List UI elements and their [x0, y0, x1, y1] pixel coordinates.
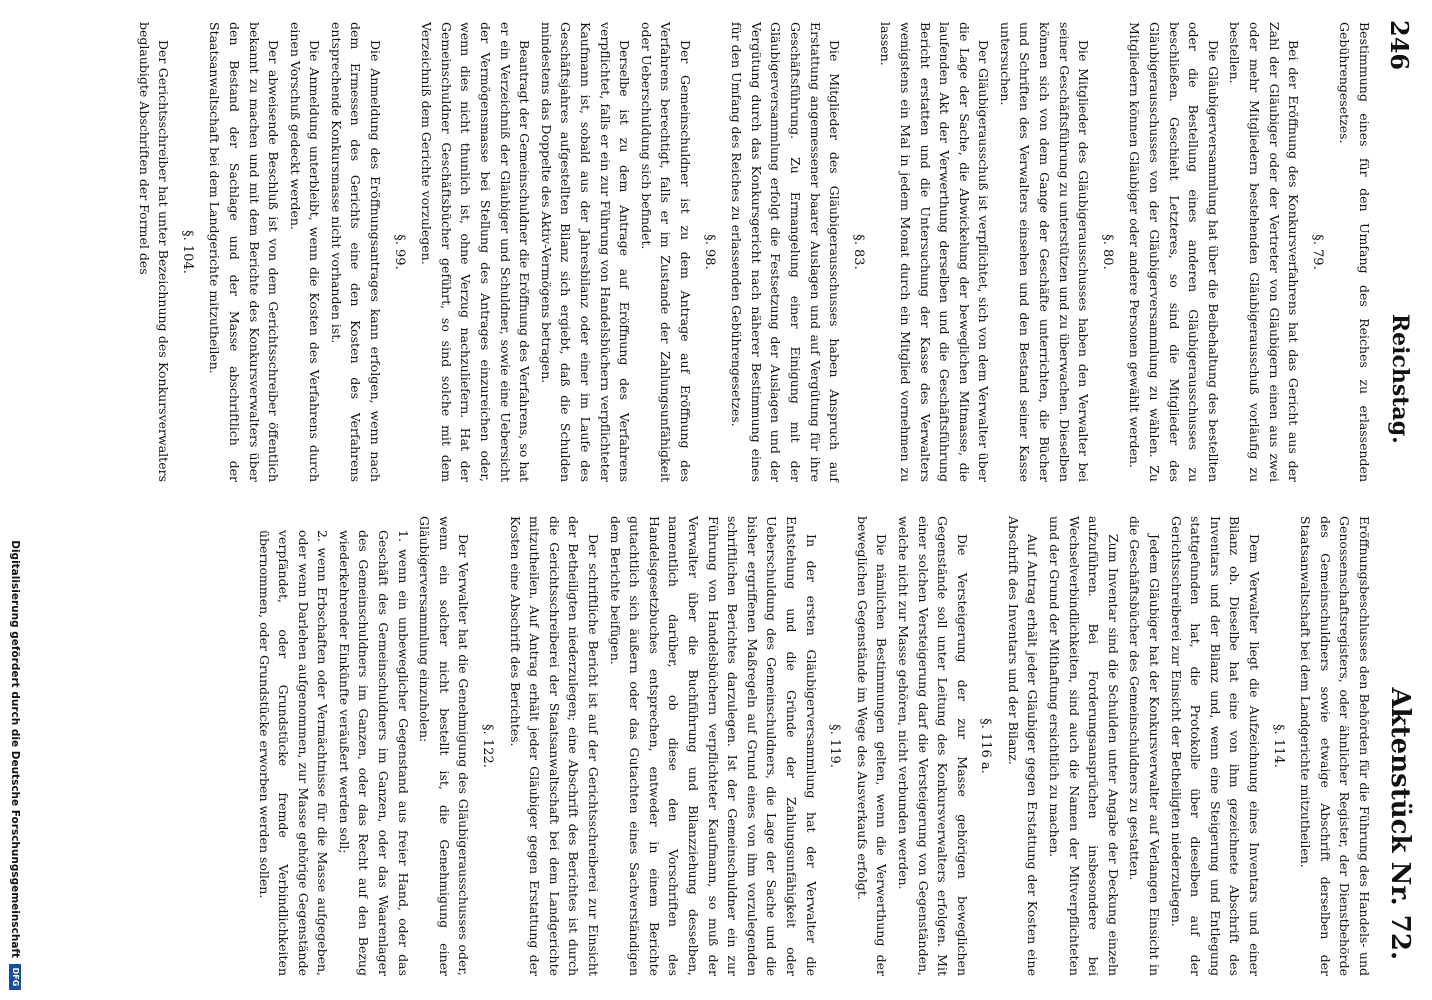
paragraph: Die Versteigerung der zur Masse gehörigen beweglichen Gegenstände soll unter Leitung des Konkursverwalters erfolgen. Mit einer solchen Versteigerung darf die Versteigerung von Gegenständen, welche nicht zur Masse gehören, nicht verbunden werden. [895, 516, 970, 976]
paragraph: Der schriftliche Bericht ist auf der Gerichtsschreiberei zur Einsicht der Betheiligten niederzulegen; eine Abschrift des Berichtes ist durch die Gerichtsschreiberei der Staatsanwaltschaft bei dem Landgerichte mitzutheilen. Auf Antrag erhält jeder Gläubiger gegen Erstattung der Kosten eine Abschrift des Berichtes. [507, 516, 602, 976]
section-heading: §. 79. [1309, 234, 1325, 270]
right-column [44, 516, 1374, 976]
paragraph: Die Mitglieder des Gläubigerausschusses haben den Verwalter bei seiner Geschäftsführung zu unterstützen und zu überwachen. Dieselben können sich von dem Gange der Geschäfte unterrichten, die Bücher und Schriften des Verwalters einsehen und den Bestand seiner Kasse untersuchen. [997, 22, 1092, 482]
section-heading: §. 104. [179, 230, 195, 274]
paragraph: Die Mitglieder des Gläubigerausschusses haben Anspruch auf Erstattung angemessener baarer Auslagen und auf Vergütung für ihre Geschäftsführung. Zu Ermangelung einer Einigung mit der Gläubigerversammlung erfolgt die Festsetzung der Auslagen und der Vergütung durch das Konkursgericht nach näherer Bestimmung eines für den Umfang des Reiches zu erlassenden Gebührengesetzes. [729, 22, 843, 482]
dfg-logo-icon: DFG [9, 964, 21, 990]
paragraph: Die Anmeldung des Eröffnungsantrages kann erfolgen, wenn nach dem Ermessen des Gerichts eine den Kosten des Verfahrens entsprechende Konkursmasse nicht vorhanden ist. [328, 22, 384, 482]
list-item: 1. wenn ein unbeweglicher Gegenstand aus freier Hand, oder das Geschäft des Gemeinschuldners im Ganzen, oder das Waarenlager des Gemeinschuldners im Ganzen, oder das Recht auf den Bezug wiederkehrender Einkünfte veräußert werden soll; [336, 530, 411, 976]
paragraph: Bei der Eröffnung des Konkursverfahrens hat das Gericht aus der Zahl der Gläubiger oder der Vertreter von Gläubigern einen aus zwei oder mehr Mitgliedern bestehenden Gläubigerausschuß vorläufig zu bestellen. [1227, 22, 1302, 482]
paragraph: Der Gemeinschuldner ist zu dem Antrage auf Eröffnung des Verfahrens berechtigt, falls er im Zustande der Zahlungsunfähigkeit oder Ueberschuldung sich befindet. [638, 22, 693, 482]
page-number: 246 [1385, 20, 1415, 71]
section-heading: §. 99. [391, 234, 407, 270]
list-item: 2. wenn Erbschaften oder Vermächtnisse für die Masse aufgegeben, oder wenn Darlehen aufgenommen, zur Masse gehörige Gegenstände verpfändet, oder Grundstücke fremde Verbindlichkeiten übernommen, oder Grundstücke erworben werden sollen. [256, 530, 331, 976]
paragraph: Eröffnungsbeschlusses den Behörden für die Führung des Handels- und Genossenschaftsregisters, oder ähnlicher Register, der Dienstbehörde des Gemeinschuldners sowie etwaige Abschrift derselben der Staatsanwaltschaft bei dem Landgerichte mitzutheilen. [1298, 516, 1372, 976]
credit-text: Digitalisierung gefördert durch die Deutsche Forschungsgemeinschaft [9, 540, 21, 958]
paragraph: Zum Inventar sind die Schulden unter Angabe der Deckung einzeln aufzuführen. Bei Forderungsansprüchen insbesondere bei Wechselverbindlichkeiten, sind auch die Namen der Mitverpflichteten und der Grund der Mithaftung ersichtlich zu machen. [1047, 516, 1121, 976]
paragraph: Jedem Gläubiger hat der Konkursverwalter auf Verlangen Einsicht in die Geschäftsbücher des Gemeinschuldners zu gestatten. [1127, 516, 1163, 976]
condition-list [254, 530, 413, 976]
paragraph: Die nämlichen Bestimmungen gelten, wenn die Verwerthung der beweglichen Gegenstände im Wege des Ausverkaufs erfolgt. [854, 516, 890, 976]
section-heading: §. 122. [480, 724, 496, 768]
section-heading: §. 80. [1099, 234, 1115, 270]
paragraph: Der Verwalter hat die Genehmigung des Gläubigerausschusses oder, wenn ein solcher nicht bestellt ist, die Genehmigung einer Gläubigerversammlung einzuholen: [417, 516, 472, 976]
header-subtitle: Reichstag. [1387, 313, 1413, 444]
paragraph: Beantragt der Gemeinschuldner die Eröffnung des Verfahrens, so hat er ein Verzeichniß der Gläubiger und Schuldner, sowie eine Uebersicht der Vermögensmasse bei Stellung des Antrages einzureichen oder, wenn dies nicht thunlich ist, ohne Verzug nachzuliefern. Hat der Gemeinschuldner Geschäftsbücher geführt, so sind solche mit dem Verzeichniß dem Gerichte vorzulegen. [419, 22, 533, 482]
paragraph: Die Gläubigerversammlung hat über die Beibehaltung des bestellten oder die Bestellung eines anderen Gläubigerausschusses zu beschließen. Geschieht Letzteres, so sind die Mitglieder des Gläubigerausschusses von der Gläubigerversammlung zu wählen. Zu Mitgliedern können Gläubiger oder andere Personen gewählt werden. [1127, 22, 1221, 482]
paragraph: Der Gerichtsschreiber hat unter Bezeichnung des Konkursverwalters beglaubigte Abschriften der Formel des [136, 22, 172, 482]
footer-credit [4, 0, 26, 1000]
paragraph: In der ersten Gläubigerversammlung hat der Verwalter die Entstehung und die Gründe der Zahlungsunfähigkeit oder Ueberschuldung des Gemeinschuldners, die Lage der Sache und die bisher ergriffenen Maßregeln auf Grund eines von ihm vorzulegenden schriftlichen Berichtes darzulegen. Ist der Gemeinschuldner ein zur Führung von Handelsbüchern verpflichteter Kaufmann, so muß der Verwalter über die Buchführung und Bilanzziehung desselben, namentlich darüber, ob diese den Vorschriften des Handelsgesetzbuches entsprechen, entweder in einem Berichte gutachtlich sich äußern oder das Gutachten eines Sachverständigen dem Berichte beifügen. [607, 516, 819, 976]
paragraph: Auf Antrag erhält jeder Gläubiger gegen Erstattung der Kosten eine Abschrift des Inventars und der Bilanz. [1005, 516, 1041, 976]
page-header [1380, 20, 1420, 960]
paragraph: Die Anmeldung unterbleibt, wenn die Kosten des Verfahrens durch einen Vorschuß gedeckt werden. [287, 22, 323, 482]
paragraph: Der abweisende Beschluß ist von dem Gerichtsschreiber öffentlich bekannt zu machen und mit dem Berichte des Konkursverwalters über den Bestand der Sachlage und der Masse abschriftlich der Staatsanwaltschaft bei dem Landgerichte mitzutheilen. [207, 22, 282, 482]
paragraph: Bestimmung eines für den Umfang des Reiches zu erlassenden Gebührengesetzes. [1337, 22, 1372, 482]
left-column [44, 22, 1374, 482]
paragraph: Dem Verwalter liegt die Aufzeichnung eines Inventars und einer Bilanz ob. Dieselbe hat eine von ihm gezeichnete Abschrift des Inventars und der Bilanz und, wenn eine Steigerung und Entlegung stattgefunden hat, die Protokolle über dieselben auf der Gerichtsschreiberei zur Einsicht der Betheiligten niederzulegen. [1168, 516, 1263, 976]
section-heading: §. 98. [701, 234, 717, 270]
section-heading: §. 114. [1270, 724, 1286, 768]
header-attachment: Aktenstück Nr. 72. [1385, 687, 1415, 960]
section-heading: §. 119. [827, 724, 843, 768]
section-heading: §. 116 a. [978, 718, 994, 774]
paragraph: Der Gläubigerausschuß ist verpflichtet, sich von dem Verwalter über die Lage der Sache, die Abwickelung der beweglichen Mitmasse, die laufenden Akt der Verwerthung derselben und die Geschäftsführung Bericht erstatten und die Untersuchung der Kasse des Verwalters wenigstens ein Mal in jedem Monat durch ein Mitglied vornehmen zu lassen. [878, 22, 992, 482]
paragraph: Derselbe ist zu dem Antrage auf Eröffnung des Verfahrens verpflichtet, falls er ein zur Führung von Handelsbüchern verpflichteter Kaufmann ist, sobald aus der Jahresbilanz oder einer im Laufe des Geschäftsjahres aufgestellten Bilanz sich ergiebt, daß die Schulden mindestens das Doppelte des Aktiv-Vermögens betragen. [538, 22, 633, 482]
section-heading: §. 83. [850, 234, 866, 270]
